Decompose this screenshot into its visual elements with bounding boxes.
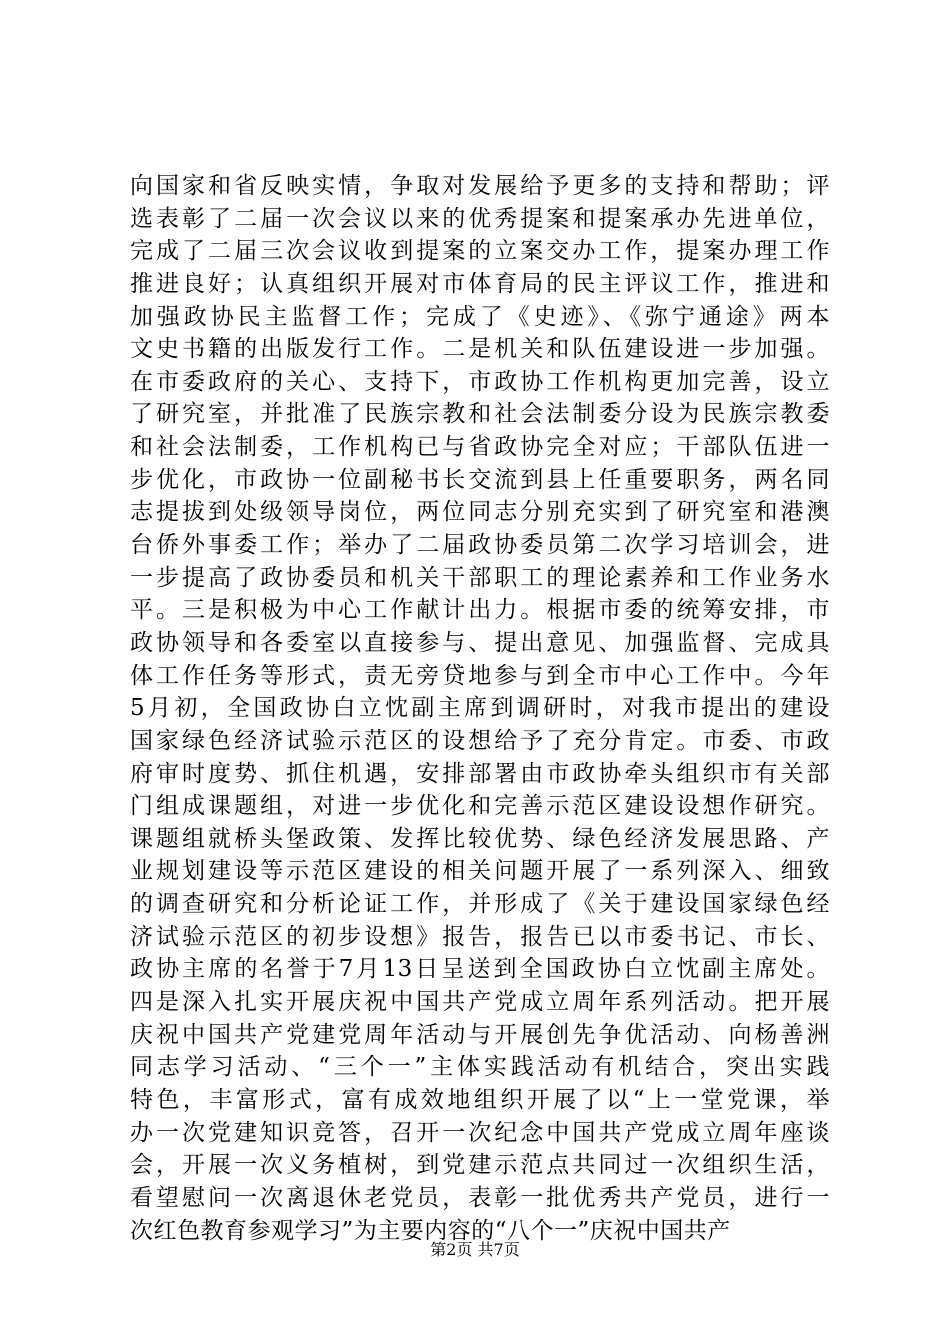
text-line: 特色，丰富形式，富有成效地组织开展了以“上一堂党课，举 — [130, 1086, 830, 1113]
text-line: 课题组就桥头堡政策、发挥比较优势、绿色经济发展思路、产 — [130, 825, 830, 852]
text-line: 志提拔到处级领导岗位，两位同志分别充实到了研究室和港澳 — [130, 499, 830, 526]
text-line: 了研究室，并批准了民族宗教和社会法制委分设为民族宗教委 — [130, 401, 830, 428]
text-line: 5月初，全国政协白立忱副主席到调研时，对我市提出的建设 — [130, 695, 830, 722]
text-line: 体工作任务等形式，责无旁贷地参与到全市中心工作中。今年 — [130, 662, 830, 689]
text-line: 和社会法制委，工作机构已与省政协完全对应；干部队伍进一 — [130, 434, 830, 461]
text-line: 台侨外事委工作；举办了二届政协委员第二次学习培训会，进 — [130, 532, 830, 559]
text-line: 选表彰了二届一次会议以来的优秀提案和提案承办先进单位， — [130, 205, 830, 232]
text-line: 会，开展一次义务植树，到党建示范点共同过一次组织生活， — [130, 1152, 830, 1179]
text-line: 在市委政府的关心、支持下，市政协工作机构更加完善，设立 — [130, 368, 830, 395]
text-line: 政协领导和各委室以直接参与、提出意见、加强监督、完成具 — [130, 629, 830, 656]
text-line: 完成了二届三次会议收到提案的立案交办工作，提案办理工作 — [130, 238, 830, 265]
text-line: 一步提高了政协委员和机关干部职工的理论素养和工作业务水 — [130, 564, 830, 591]
text-line: 步优化，市政协一位副秘书长交流到县上任重要职务，两名同 — [130, 466, 830, 493]
text-line: 文史书籍的出版发行工作。二是机关和队伍建设进一步加强。 — [130, 336, 830, 363]
text-line: 国家绿色经济试验示范区的设想给予了充分肯定。市委、市政 — [130, 727, 830, 754]
text-line: 次红色教育参观学习”为主要内容的“八个一”庆祝中国共产 — [130, 1217, 731, 1244]
text-line: 四是深入扎实开展庆祝中国共产党成立周年系列活动。把开展 — [130, 989, 830, 1016]
text-line: 同志学习活动、“三个一”主体实践活动有机结合，突出实践 — [130, 1054, 830, 1081]
text-line: 办一次党建知识竞答，召开一次纪念中国共产党成立周年座谈 — [130, 1119, 830, 1146]
text-line: 向国家和省反映实情，争取对发展给予更多的支持和帮助；评 — [130, 173, 830, 199]
text-line: 平。三是积极为中心工作献计出力。根据市委的统筹安排，市 — [130, 597, 830, 624]
text-line: 推进良好；认真组织开展对市体育局的民主评议工作，推进和 — [130, 270, 830, 297]
text-line: 的调查研究和分析论证工作，并形成了《关于建设国家绿色经 — [130, 891, 830, 918]
text-line: 府审时度势、抓住机遇，安排部署由市政协牵头组织市有关部 — [130, 760, 830, 787]
page-number-footer: 第2页 共7页 — [430, 1240, 520, 1259]
text-line: 济试验示范区的初步设想》报告，报告已以市委书记、市长、 — [130, 923, 830, 950]
text-line: 门组成课题组，对进一步优化和完善示范区建设设想作研究。 — [130, 793, 830, 820]
text-line: 政协主席的名誉于7月13日呈送到全国政协白立忱副主席处。 — [130, 956, 830, 983]
text-line: 庆祝中国共产党建党周年活动与开展创先争优活动、向杨善洲 — [130, 1021, 830, 1048]
text-line: 看望慰问一次离退休老党员，表彰一批优秀共产党员，进行一 — [130, 1184, 830, 1211]
text-line: 加强政协民主监督工作；完成了《史迹》、《弥宁通途》两本 — [130, 303, 830, 330]
body-text — [130, 170, 830, 1247]
text-line: 业规划建设等示范区建设的相关问题开展了一系列深入、细致 — [130, 858, 830, 885]
